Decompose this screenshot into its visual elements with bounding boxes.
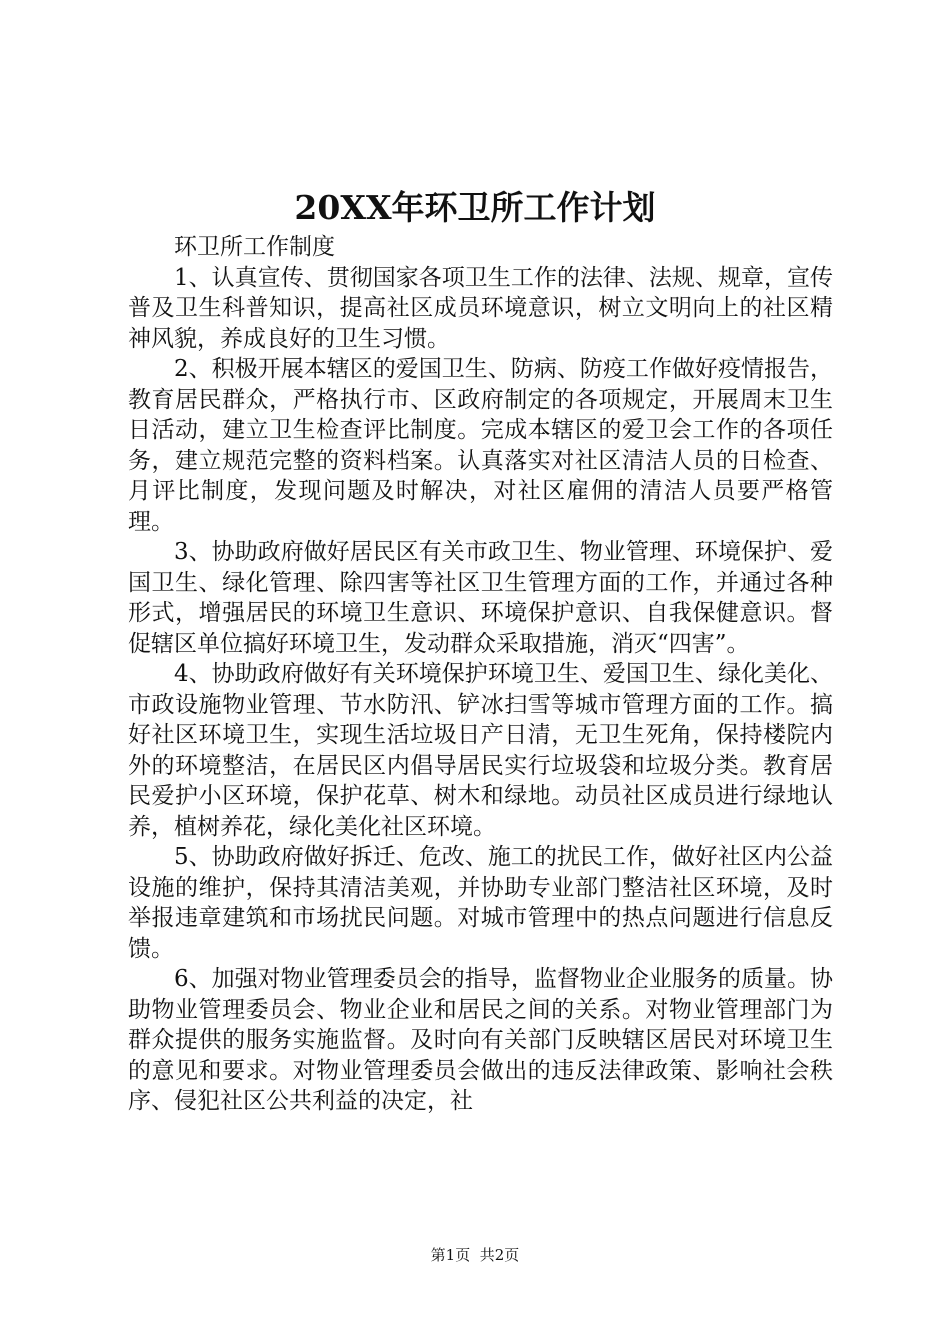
paragraph-heading: 环卫所工作制度 xyxy=(174,234,335,260)
paragraph-6: 6、加强对物业管理委员会的指导，监督物业企业服务的质量。协助物业管理委员会、物业企业和居民之间的关系。对物业管理部门为群众提供的服务实施监督。及时向有关部门反映辖区居民对环境卫生的意见和要求。对物业管理委员会做出的违反法律政策、影响社会秩序、侵犯社区公共利益的决定，社 xyxy=(128,966,833,1114)
page-number: 第1页 xyxy=(430,1246,471,1264)
page-total: 共2页 xyxy=(479,1246,520,1264)
paragraph-2: 2、积极开展本辖区的爱国卫生、防病、防疫工作做好疫情报告，教育居民群众，严格执行市、区政府制定的各项规定，开展周末卫生日活动，建立卫生检查评比制度。完成本辖区的爱卫会工作的各项任务，建立规范完整的资料档案。认真落实对社区清洁人员的日检查、月评比制度，发现问题及时解决，对社区雇佣的清洁人员要严格管理。 xyxy=(128,356,833,535)
paragraph-4: 4、协助政府做好有关环境保护环境卫生、爱国卫生、绿化美化、市政设施物业管理、节水防汛、铲冰扫雪等城市管理方面的工作。搞好社区环境卫生，实现生活垃圾日产日清，无卫生死角，保持楼院内外的环境整洁，在居民区内倡导居民实行垃圾袋和垃圾分类。教育居民爱护小区环境，保护花草、树木和绿地。动员社区成员进行绿地认养，植树养花，绿化美化社区环境。 xyxy=(128,661,833,840)
page-footer xyxy=(0,1245,950,1265)
paragraph-5: 5、协助政府做好拆迁、危改、施工的扰民工作，做好社区内公益设施的维护，保持其清洁美观，并协助专业部门整洁社区环境，及时举报违章建筑和市场扰民问题。对城市管理中的热点问题进行信息反馈。 xyxy=(128,844,833,962)
document-body xyxy=(128,232,833,1117)
paragraph-3: 3、协助政府做好居民区有关市政卫生、物业管理、环境保护、爱国卫生、绿化管理、除四害等社区卫生管理方面的工作，并通过各种形式，增强居民的环境卫生意识、环境保护意识、自我保健意识。督促辖区单位搞好环境卫生，发动群众采取措施，消灭“四害”。 xyxy=(128,539,833,657)
paragraph-1: 1、认真宣传、贯彻国家各项卫生工作的法律、法规、规章，宣传普及卫生科普知识，提高社区成员环境意识，树立文明向上的社区精神风貌，养成良好的卫生习惯。 xyxy=(128,264,833,352)
document-title: 20XX年环卫所工作计划 xyxy=(294,188,656,227)
